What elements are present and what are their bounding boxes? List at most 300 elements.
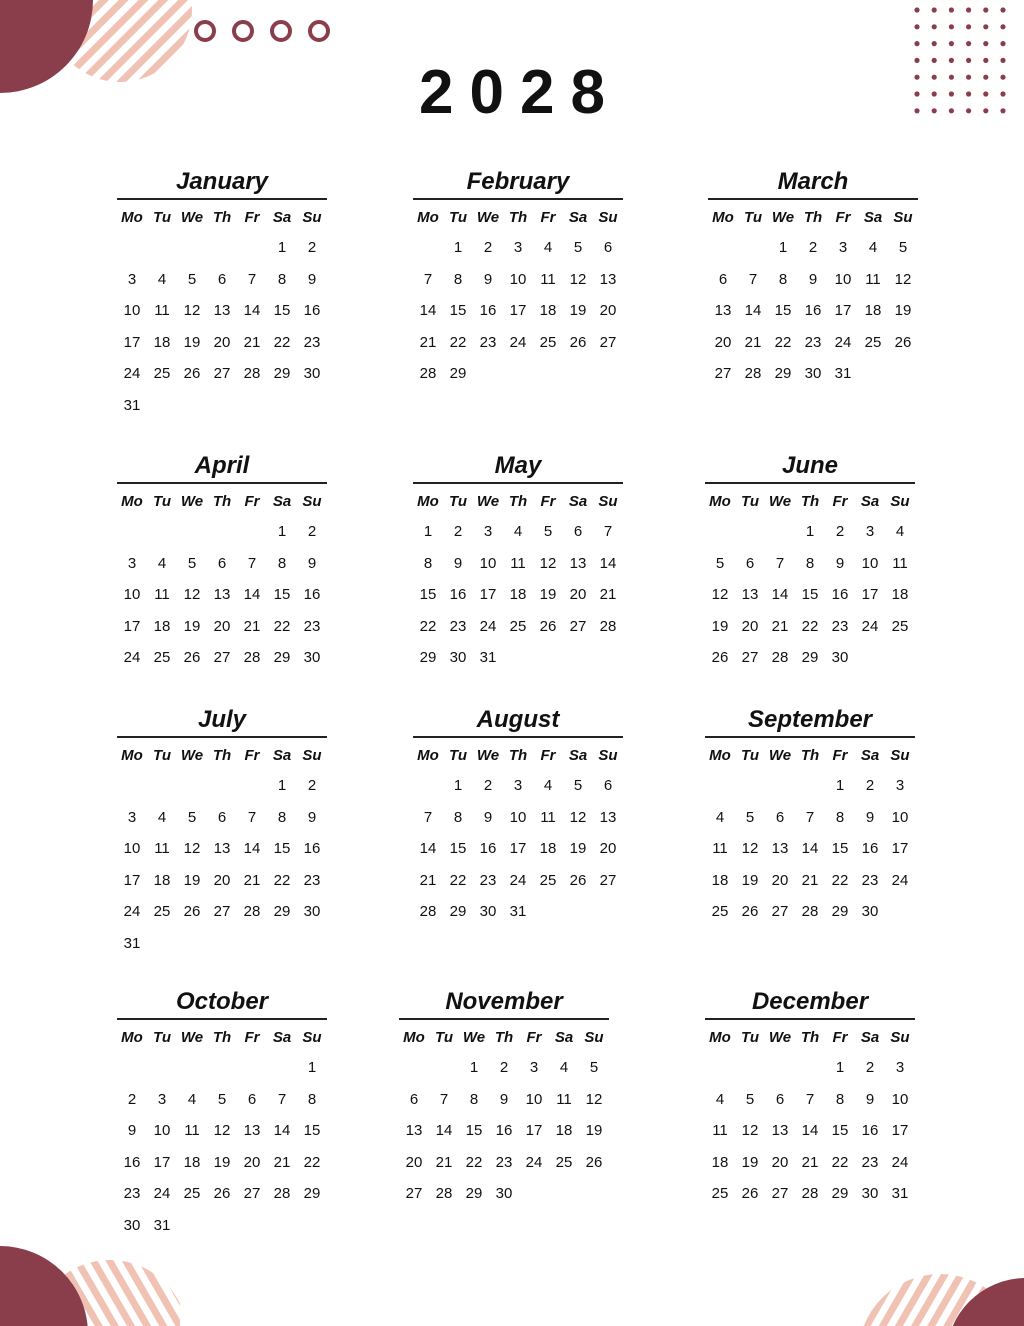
day-cell: 25 bbox=[711, 1185, 729, 1203]
day-cell: 13 bbox=[599, 270, 617, 288]
day-cell: 1 bbox=[277, 239, 287, 256]
day-cell: 9 bbox=[307, 554, 317, 572]
day-cell: 27 bbox=[213, 649, 231, 667]
day-cell: 17 bbox=[153, 1153, 171, 1171]
day-cell: 23 bbox=[831, 617, 849, 635]
day-cell: 15 bbox=[273, 840, 291, 858]
day-cell: 14 bbox=[435, 1122, 453, 1140]
day-cell: 10 bbox=[861, 554, 879, 572]
dot bbox=[949, 41, 954, 46]
day-cell: 31 bbox=[153, 1216, 171, 1234]
day-cell: 7 bbox=[775, 554, 785, 572]
day-cell: 19 bbox=[741, 1153, 759, 1171]
day-cell: 16 bbox=[303, 586, 321, 604]
day-cell: 15 bbox=[449, 840, 467, 858]
weekday-label: Su bbox=[890, 747, 910, 764]
day-cell: 26 bbox=[741, 903, 759, 921]
weekday-label: Tu bbox=[448, 209, 468, 226]
empty-cell bbox=[147, 518, 177, 550]
day-cell: 23 bbox=[303, 871, 321, 889]
day-cell: 4 bbox=[559, 1059, 569, 1076]
day-cell: 14 bbox=[801, 840, 819, 858]
dot bbox=[983, 7, 988, 12]
year-title: 2028 bbox=[419, 58, 621, 127]
month-title: December bbox=[705, 988, 915, 1020]
weekday-label: We bbox=[462, 1029, 486, 1046]
day-cell: 4 bbox=[895, 523, 905, 540]
day-cell: 28 bbox=[801, 1185, 819, 1203]
day-cell: 8 bbox=[423, 554, 433, 572]
empty-cell bbox=[177, 772, 207, 804]
weekday-label: Th bbox=[800, 747, 820, 764]
day-cell: 8 bbox=[277, 270, 287, 288]
weekday-label: We bbox=[180, 209, 204, 226]
day-cell: 17 bbox=[891, 1122, 909, 1140]
day-cell: 22 bbox=[419, 617, 437, 635]
month-july bbox=[117, 706, 327, 962]
empty-cell bbox=[237, 772, 267, 804]
month-march bbox=[708, 168, 918, 392]
dot bbox=[966, 7, 971, 12]
day-cell: 10 bbox=[123, 586, 141, 604]
weekday-header bbox=[413, 746, 623, 766]
day-cell: 24 bbox=[123, 903, 141, 921]
weekday-label: Mo bbox=[709, 493, 731, 510]
weekday-label: Mo bbox=[712, 209, 734, 226]
day-cell: 30 bbox=[303, 649, 321, 667]
day-cell: 25 bbox=[183, 1185, 201, 1203]
dot bbox=[932, 41, 937, 46]
day-cell: 25 bbox=[539, 333, 557, 351]
day-cell: 5 bbox=[715, 554, 725, 572]
month-title: November bbox=[399, 988, 609, 1020]
weekday-label: Th bbox=[508, 747, 528, 764]
day-cell: 26 bbox=[183, 365, 201, 383]
day-cell: 8 bbox=[469, 1090, 479, 1108]
day-cell: 20 bbox=[771, 871, 789, 889]
day-cell: 25 bbox=[153, 649, 171, 667]
day-cell: 25 bbox=[864, 333, 882, 351]
day-cell: 29 bbox=[273, 649, 291, 667]
day-grid bbox=[413, 518, 623, 676]
day-cell: 24 bbox=[891, 871, 909, 889]
day-cell: 17 bbox=[479, 586, 497, 604]
day-cell: 16 bbox=[123, 1153, 141, 1171]
weekday-label: Fr bbox=[832, 493, 848, 510]
day-cell: 24 bbox=[123, 365, 141, 383]
day-cell: 26 bbox=[894, 333, 912, 351]
day-cell: 12 bbox=[569, 808, 587, 826]
weekday-label: Th bbox=[508, 209, 528, 226]
month-title: March bbox=[708, 168, 918, 200]
day-cell: 9 bbox=[307, 270, 317, 288]
day-cell: 5 bbox=[745, 1090, 755, 1108]
weekday-label: Su bbox=[584, 1029, 604, 1046]
day-cell: 25 bbox=[539, 871, 557, 889]
day-cell: 9 bbox=[127, 1122, 137, 1140]
weekday-label: Mo bbox=[121, 1029, 143, 1046]
weekday-header bbox=[117, 1028, 327, 1048]
day-cell: 15 bbox=[419, 586, 437, 604]
weekday-label: Th bbox=[212, 209, 232, 226]
empty-cell bbox=[147, 234, 177, 266]
day-cell: 26 bbox=[569, 871, 587, 889]
weekday-label: Tu bbox=[448, 493, 468, 510]
empty-cell bbox=[735, 772, 765, 804]
day-cell: 23 bbox=[449, 617, 467, 635]
day-cell: 22 bbox=[273, 871, 291, 889]
month-may bbox=[413, 452, 623, 676]
day-cell: 9 bbox=[865, 808, 875, 826]
weekday-label: Sa bbox=[568, 493, 588, 510]
day-cell: 20 bbox=[569, 586, 587, 604]
day-cell: 28 bbox=[599, 617, 617, 635]
day-cell: 31 bbox=[123, 396, 141, 414]
day-cell: 6 bbox=[217, 554, 227, 572]
day-cell: 16 bbox=[303, 840, 321, 858]
day-grid bbox=[413, 772, 623, 930]
weekday-label: Th bbox=[800, 493, 820, 510]
day-cell: 17 bbox=[123, 617, 141, 635]
day-cell: 22 bbox=[831, 871, 849, 889]
day-cell: 26 bbox=[711, 649, 729, 667]
day-cell: 4 bbox=[157, 554, 167, 572]
day-cell: 30 bbox=[303, 903, 321, 921]
day-cell: 28 bbox=[273, 1185, 291, 1203]
weekday-label: Mo bbox=[709, 1029, 731, 1046]
weekday-header bbox=[705, 492, 915, 512]
weekday-label: Tu bbox=[740, 747, 760, 764]
day-cell: 29 bbox=[831, 903, 849, 921]
day-cell: 27 bbox=[714, 365, 732, 383]
day-cell: 27 bbox=[771, 903, 789, 921]
day-cell: 30 bbox=[495, 1185, 513, 1203]
weekday-label: Tu bbox=[152, 209, 172, 226]
day-cell: 31 bbox=[834, 365, 852, 383]
day-cell: 21 bbox=[744, 333, 762, 351]
month-title: May bbox=[413, 452, 623, 484]
day-cell: 17 bbox=[123, 871, 141, 889]
day-cell: 1 bbox=[778, 239, 788, 256]
day-cell: 10 bbox=[123, 840, 141, 858]
day-cell: 5 bbox=[898, 239, 908, 256]
day-cell: 7 bbox=[439, 1090, 449, 1108]
day-cell: 24 bbox=[861, 617, 879, 635]
weekday-label: Sa bbox=[272, 747, 292, 764]
weekday-label: Sa bbox=[860, 1029, 880, 1046]
day-cell: 16 bbox=[449, 586, 467, 604]
day-cell: 12 bbox=[569, 270, 587, 288]
dot bbox=[914, 41, 919, 46]
day-cell: 27 bbox=[213, 903, 231, 921]
day-cell: 25 bbox=[153, 903, 171, 921]
day-cell: 29 bbox=[303, 1185, 321, 1203]
day-cell: 1 bbox=[423, 523, 433, 540]
day-cell: 3 bbox=[838, 239, 848, 256]
weekday-label: We bbox=[768, 1029, 792, 1046]
day-cell: 17 bbox=[861, 586, 879, 604]
month-title: July bbox=[117, 706, 327, 738]
dot bbox=[1000, 41, 1005, 46]
day-cell: 2 bbox=[483, 239, 493, 256]
day-cell: 18 bbox=[711, 871, 729, 889]
day-cell: 13 bbox=[599, 808, 617, 826]
day-cell: 6 bbox=[247, 1090, 257, 1108]
day-cell: 11 bbox=[712, 840, 728, 858]
weekday-label: Mo bbox=[403, 1029, 425, 1046]
day-cell: 11 bbox=[892, 554, 908, 572]
day-cell: 22 bbox=[465, 1153, 483, 1171]
day-cell: 24 bbox=[509, 333, 527, 351]
day-cell: 3 bbox=[513, 239, 523, 256]
weekday-label: Tu bbox=[434, 1029, 454, 1046]
day-cell: 10 bbox=[525, 1090, 543, 1108]
day-cell: 23 bbox=[303, 617, 321, 635]
weekday-label: Tu bbox=[152, 747, 172, 764]
weekday-label: We bbox=[771, 209, 795, 226]
day-cell: 21 bbox=[419, 333, 437, 351]
day-cell: 12 bbox=[183, 302, 201, 320]
day-cell: 28 bbox=[243, 365, 261, 383]
day-cell: 22 bbox=[449, 333, 467, 351]
empty-cell bbox=[429, 1054, 459, 1086]
day-cell: 21 bbox=[419, 871, 437, 889]
bottom-right-decoration bbox=[844, 1246, 1024, 1326]
day-cell: 1 bbox=[307, 1059, 317, 1076]
day-cell: 15 bbox=[831, 1122, 849, 1140]
day-cell: 22 bbox=[831, 1153, 849, 1171]
day-cell: 6 bbox=[603, 777, 613, 794]
day-cell: 18 bbox=[153, 333, 171, 351]
day-cell: 14 bbox=[599, 554, 617, 572]
day-cell: 15 bbox=[465, 1122, 483, 1140]
day-grid bbox=[705, 772, 915, 930]
dot bbox=[983, 24, 988, 29]
day-cell: 6 bbox=[573, 523, 583, 540]
day-cell: 10 bbox=[891, 808, 909, 826]
empty-cell bbox=[735, 518, 765, 550]
day-cell: 18 bbox=[539, 840, 557, 858]
day-cell: 26 bbox=[183, 649, 201, 667]
day-cell: 12 bbox=[539, 554, 557, 572]
day-cell: 19 bbox=[183, 333, 201, 351]
day-cell: 1 bbox=[453, 777, 463, 794]
day-cell: 12 bbox=[213, 1122, 231, 1140]
weekday-label: Fr bbox=[832, 747, 848, 764]
day-cell: 30 bbox=[303, 365, 321, 383]
month-title: September bbox=[705, 706, 915, 738]
day-cell: 20 bbox=[771, 1153, 789, 1171]
day-grid bbox=[117, 234, 327, 424]
day-cell: 30 bbox=[831, 649, 849, 667]
dot bbox=[932, 7, 937, 12]
day-cell: 5 bbox=[573, 239, 583, 256]
day-cell: 12 bbox=[711, 586, 729, 604]
weekday-label: Fr bbox=[244, 209, 260, 226]
day-cell: 10 bbox=[834, 270, 852, 288]
empty-cell bbox=[117, 518, 147, 550]
weekday-label: We bbox=[476, 493, 500, 510]
day-grid bbox=[705, 518, 915, 676]
day-cell: 6 bbox=[775, 808, 785, 826]
weekday-label: Mo bbox=[121, 747, 143, 764]
day-cell: 2 bbox=[127, 1090, 137, 1108]
day-cell: 7 bbox=[277, 1090, 287, 1108]
day-cell: 20 bbox=[243, 1153, 261, 1171]
day-cell: 2 bbox=[307, 523, 317, 540]
day-cell: 8 bbox=[277, 808, 287, 826]
day-cell: 11 bbox=[184, 1122, 200, 1140]
day-cell: 19 bbox=[183, 871, 201, 889]
day-cell: 7 bbox=[247, 270, 257, 288]
day-cell: 16 bbox=[479, 302, 497, 320]
dot bbox=[949, 7, 954, 12]
empty-cell bbox=[705, 1054, 735, 1086]
day-cell: 16 bbox=[804, 302, 822, 320]
day-cell: 24 bbox=[509, 871, 527, 889]
day-cell: 20 bbox=[599, 840, 617, 858]
day-cell: 9 bbox=[307, 808, 317, 826]
day-cell: 30 bbox=[479, 903, 497, 921]
day-cell: 18 bbox=[153, 871, 171, 889]
empty-cell bbox=[207, 772, 237, 804]
month-title: June bbox=[705, 452, 915, 484]
day-cell: 14 bbox=[419, 840, 437, 858]
dot bbox=[914, 24, 919, 29]
weekday-header bbox=[705, 746, 915, 766]
day-cell: 13 bbox=[213, 302, 231, 320]
day-cell: 1 bbox=[453, 239, 463, 256]
day-cell: 11 bbox=[510, 554, 526, 572]
weekday-label: Tu bbox=[743, 209, 763, 226]
empty-cell bbox=[708, 234, 738, 266]
weekday-label: Fr bbox=[832, 1029, 848, 1046]
day-cell: 5 bbox=[573, 777, 583, 794]
weekday-label: Fr bbox=[835, 209, 851, 226]
day-cell: 4 bbox=[543, 777, 553, 794]
day-cell: 6 bbox=[718, 270, 728, 288]
empty-cell bbox=[207, 1054, 237, 1086]
weekday-label: Tu bbox=[740, 1029, 760, 1046]
day-grid bbox=[705, 1054, 915, 1212]
empty-cell bbox=[735, 1054, 765, 1086]
day-cell: 8 bbox=[835, 808, 845, 826]
month-june bbox=[705, 452, 915, 676]
day-cell: 30 bbox=[123, 1216, 141, 1234]
weekday-label: Tu bbox=[448, 747, 468, 764]
day-cell: 15 bbox=[303, 1122, 321, 1140]
day-cell: 6 bbox=[603, 239, 613, 256]
weekday-label: Th bbox=[508, 493, 528, 510]
day-cell: 28 bbox=[801, 903, 819, 921]
weekday-label: Th bbox=[212, 1029, 232, 1046]
day-cell: 24 bbox=[153, 1185, 171, 1203]
weekday-label: Su bbox=[598, 209, 618, 226]
day-cell: 19 bbox=[741, 871, 759, 889]
day-cell: 5 bbox=[217, 1090, 227, 1108]
day-cell: 12 bbox=[183, 586, 201, 604]
day-cell: 15 bbox=[273, 586, 291, 604]
day-cell: 4 bbox=[187, 1090, 197, 1108]
day-cell: 13 bbox=[405, 1122, 423, 1140]
day-cell: 20 bbox=[599, 302, 617, 320]
weekday-label: We bbox=[180, 747, 204, 764]
day-cell: 2 bbox=[483, 777, 493, 794]
day-cell: 10 bbox=[479, 554, 497, 572]
day-cell: 29 bbox=[465, 1185, 483, 1203]
day-cell: 1 bbox=[835, 777, 845, 794]
day-cell: 27 bbox=[771, 1185, 789, 1203]
day-cell: 21 bbox=[801, 871, 819, 889]
day-cell: 18 bbox=[183, 1153, 201, 1171]
dot bbox=[914, 7, 919, 12]
day-cell: 7 bbox=[805, 1090, 815, 1108]
month-september bbox=[705, 706, 915, 930]
day-cell: 7 bbox=[247, 554, 257, 572]
day-cell: 14 bbox=[243, 840, 261, 858]
day-cell: 9 bbox=[865, 1090, 875, 1108]
day-cell: 7 bbox=[423, 270, 433, 288]
day-cell: 8 bbox=[778, 270, 788, 288]
weekday-label: Fr bbox=[540, 747, 556, 764]
day-cell: 24 bbox=[891, 1153, 909, 1171]
ring-icon bbox=[234, 22, 252, 40]
day-cell: 6 bbox=[409, 1090, 419, 1108]
day-cell: 4 bbox=[715, 1090, 725, 1108]
day-cell: 23 bbox=[495, 1153, 513, 1171]
day-cell: 2 bbox=[453, 523, 463, 540]
day-cell: 18 bbox=[711, 1153, 729, 1171]
day-cell: 5 bbox=[589, 1059, 599, 1076]
month-august bbox=[413, 706, 623, 930]
day-cell: 28 bbox=[243, 903, 261, 921]
day-cell: 28 bbox=[243, 649, 261, 667]
day-cell: 3 bbox=[127, 270, 137, 288]
day-cell: 1 bbox=[835, 1059, 845, 1076]
day-cell: 5 bbox=[187, 270, 197, 288]
ring-icon bbox=[196, 22, 214, 40]
day-cell: 24 bbox=[834, 333, 852, 351]
day-cell: 11 bbox=[540, 270, 556, 288]
weekday-label: Sa bbox=[272, 209, 292, 226]
weekday-label: Mo bbox=[121, 209, 143, 226]
weekday-label: Mo bbox=[417, 209, 439, 226]
dot bbox=[966, 24, 971, 29]
empty-cell bbox=[117, 234, 147, 266]
weekday-label: Th bbox=[212, 747, 232, 764]
month-title: February bbox=[413, 168, 623, 200]
day-cell: 8 bbox=[835, 1090, 845, 1108]
day-cell: 17 bbox=[509, 302, 527, 320]
day-cell: 12 bbox=[741, 1122, 759, 1140]
day-cell: 26 bbox=[569, 333, 587, 351]
day-cell: 17 bbox=[834, 302, 852, 320]
weekday-label: Mo bbox=[121, 493, 143, 510]
day-cell: 1 bbox=[277, 777, 287, 794]
weekday-label: We bbox=[476, 209, 500, 226]
ring-icon bbox=[272, 22, 290, 40]
month-october bbox=[117, 988, 327, 1244]
month-november bbox=[399, 988, 609, 1212]
day-cell: 6 bbox=[775, 1090, 785, 1108]
day-cell: 23 bbox=[303, 333, 321, 351]
day-cell: 4 bbox=[715, 808, 725, 826]
weekday-label: Su bbox=[302, 209, 322, 226]
day-cell: 23 bbox=[479, 871, 497, 889]
day-cell: 11 bbox=[154, 586, 170, 604]
day-cell: 13 bbox=[213, 840, 231, 858]
day-cell: 19 bbox=[569, 302, 587, 320]
